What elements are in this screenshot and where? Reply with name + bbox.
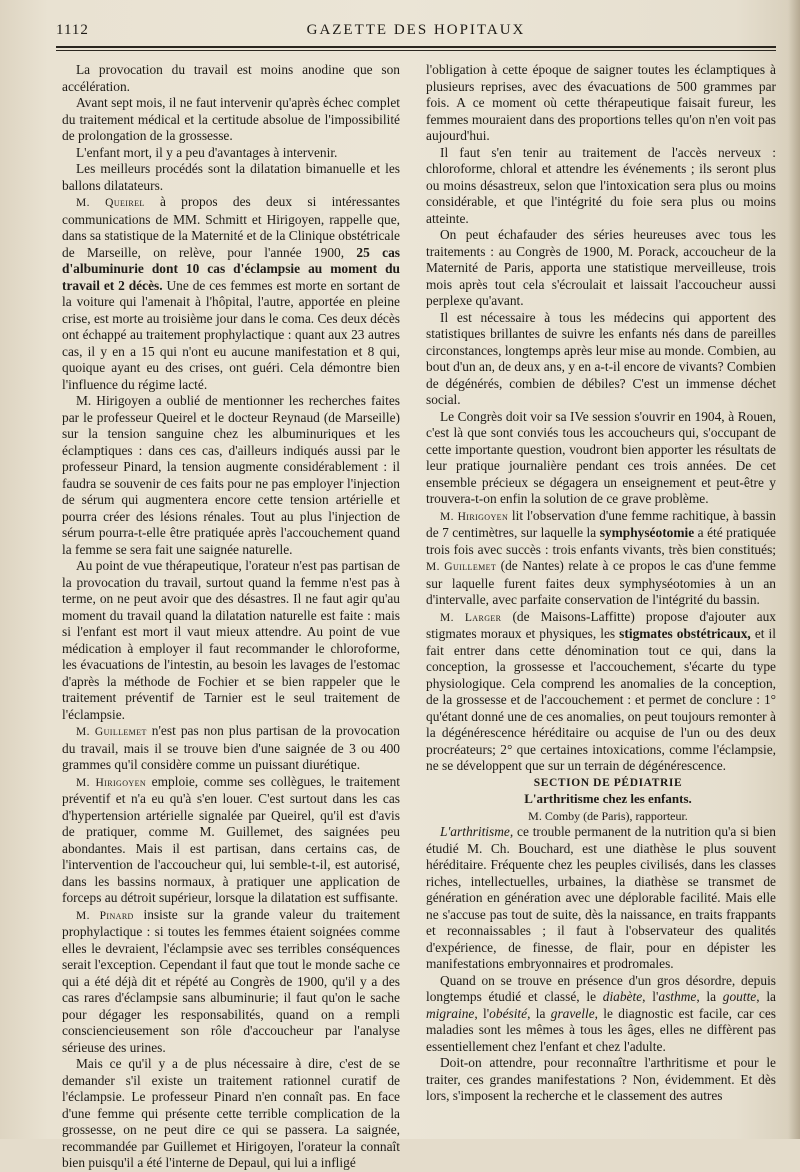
- section-rapporteur: M. Comby (de Paris), rapporteur.: [528, 808, 688, 823]
- bold-term: stigmates obstétricaux,: [619, 626, 751, 641]
- section-title: SECTION DE PÉDIATRIE: [533, 776, 683, 789]
- paragraph: Il est nécessaire à tous les médecins qui apportent des statistiques brillantes de suivre les enfants nés dans de pareilles circonstances, longtemps après leur mise au monde. Combien, au bout d'un an, de deux ans, y en a-t-il encore de vivants? Combien de dégénérés, combien de débiles? C'est un immense déchet social.: [426, 309, 776, 407]
- bold-statistic: 25 cas d'albuminurie dont 10 cas d'éclampsie au moment du travail et 2 décès.: [62, 244, 400, 293]
- italic-term: asthme: [658, 989, 697, 1004]
- page-header: [56, 22, 776, 42]
- speaker-name: M. Hirigoyen: [440, 510, 509, 523]
- bold-term: symphyséotomie: [599, 525, 695, 540]
- italic-term: obésité: [489, 1005, 528, 1021]
- paragraph: M. Queirel à propos des deux si intéressantes communications de MM. Schmitt et Hirigoyen, rappelle que, dans sa statistique de la Maternité et de la Clinique obstétricale de Marseille, on relève, pour l'année 1900, 25 cas d'albuminurie dont 10 cas d'éclampsie au moment du travail et 2 décès. Une de ces femmes est morte en sortant de la voiture qui l'amenait à l'hôpital, l'autre, apportée en pleine crise, est morte au troisième jour dans le coma. Ces deux décès ont échappé au traitement prophylactique : quant aux 23 autres cas, il y en a 15 qui n'ont eu aucune manifestation et 8 qui, quoique ayant eu des crises, ont guéri. Cela démontre bien l'influence du régime lacté.: [62, 194, 401, 392]
- paragraph: Il faut s'en tenir au traitement de l'accès nerveux : chloroforme, chloral et attendre les événements ; ils seront plus ou moins désastreux, selon que l'intoxication sera plus ou moins considérable, et que l'intégrité du foie sera plus ou moins atteinte.: [426, 144, 776, 226]
- paragraph: M. Pinard insiste sur la grande valeur du traitement prophylactique : si toutes les femmes étaient soignées comme elles le devraient, l'éclampsie avec ses terribles conséquences serait l'exception. Cependant il faut que tout le monde sache ce qui a été déjà dit et répété au Congrès de 1900, qu'il y a des cas rares d'éclampsie sans albuminurie; il faut qu'on le sache pour dégager les responsabilités, quand on a rempli consciencieusement son rôle d'accoucheur par l'analyse sérieuse des urines.: [62, 906, 400, 1055]
- paragraph: Avant sept mois, il ne faut intervenir qu'après échec complet du traitement médical et la certitude absolue de l'impossibilité de prolongation de la grossesse.: [62, 95, 400, 143]
- section-subtitle: L'arthritisme chez les enfants.: [524, 791, 692, 806]
- italic-term: diabète: [602, 989, 643, 1004]
- paragraph: Les meilleurs procédés sont la dilatation bimanuelle et les ballons dilatateurs.: [62, 161, 400, 193]
- running-title: GAZETTE DES HOPITAUX: [306, 22, 526, 38]
- paragraph: M. Guillemet n'est pas non plus partisan de la provocation du travail, mais il se trouve bien d'une saignée de 3 ou 400 grammes qu'il considère comme un puissant diurétique.: [62, 723, 400, 772]
- paragraph: M. Hirigoyen emploie, comme ses collègues, le traitement préventif et n'a eu qu'à s'en louer. C'est surtout dans les cas d'hypertension artérielle signalée par Queirel, qu'il est d'avis de pratiquer, comme M. Guillemet, des saignées peu abondantes. Mais il est partisan, dans certains cas, de l'intervention de l'accoucheur qui, lui semble-t-il, est autorisé, dans les bassins normaux, à pratiquer une application de forceps au détroit supérieur, lorsque la dilatation est suffisante.: [62, 773, 400, 905]
- italic-term: gravelle: [550, 1005, 595, 1021]
- header-rule-thick: [56, 46, 776, 48]
- page-number: 1112: [56, 22, 89, 38]
- left-column: [62, 62, 400, 1172]
- paragraph: Au point de vue thérapeutique, l'orateur n'est pas partisan de la provocation du travail, surtout quand la femme n'est pas à terme, on ne peut avoir que des désastres. Il ne faut agir qu'au moment du travail quand la dilatation naturelle est faite : mais si l'enfant est mort il vaut mieux attendre. Au point de vue médication à employer il faut recommander le chloroforme, les évacuations de l'intestin, au besoin les lavages de l'estomac d'après la méthode de Fochier et se bien rappeler que le traitement préventif de Tarnier est le seul traitement de l'éclampsie.: [62, 558, 400, 722]
- binding-shadow: [788, 0, 800, 1139]
- speaker-name: M. Hirigoyen: [76, 776, 147, 789]
- header-rule-thin: [56, 50, 776, 51]
- italic-term: goutte: [722, 989, 757, 1004]
- right-column: [426, 62, 776, 1105]
- italic-term: migraine: [426, 1005, 475, 1021]
- speaker-name: M. Queirel: [76, 197, 145, 209]
- paragraph: L'arthritisme, ce trouble permanent de la nutrition qu'a si bien étudié M. Ch. Bouchard, est une diathèse le plus souvent héréditaire. Fréquente chez les peuples civilisés, dans les classes riches, intellectuelles, urbaines, la diathèse se transmet de génération en génération avec une déplorable facilité. Mais elle ne s'accuse pas tout de suite, dès la naissance, en traits frappants et reconnaissables ; il faut à l'observateur des qualités d'expérience, de finesse, de flair, pour en dépister les manifestations embryonnaires et prodromales.: [426, 824, 776, 971]
- paragraph: On peut échafauder des séries heureuses avec tous les traitements : au Congrès de 1900, M. Porack, accoucheur de la Maternité de Paris, apporta une statistique merveilleuse, trois mois après tout cela s'écroulait et laissait l'accoucheur aussi perplexe qu'avant.: [426, 227, 776, 308]
- speaker-name: M. Larger: [440, 611, 502, 624]
- paragraph: l'obligation à cette époque de saigner toutes les éclamptiques à plusieurs reprises, avec des évacuations de 500 grammes par fois. A ce moment où cette thérapeutique faisait fureur, les femmes mouraient dans des proportions telles qu'on n'en voit pas aujourd'hui.: [426, 62, 776, 143]
- paragraph: La provocation du travail est moins anodine que son accélération.: [62, 62, 400, 94]
- paragraph: Mais ce qu'il y a de plus nécessaire à dire, c'est de se demander s'il existe un traitement rationnel curatif de l'éclampsie. Le professeur Pinard n'en connaît pas. En face d'une femme qui présente cette terrible complication de la grossesse, on ne peut dire ce qui se passera. La saignée, recommandée par Guillemet et Hirigoyen, l'orateur la connaît bien puisqu'il a été l'interne de Depaul, qui lui a infligé: [62, 1056, 400, 1170]
- italic-term: L'arthritisme,: [440, 824, 514, 839]
- paragraph: Le Congrès doit voir sa IVe session s'ouvrir en 1904, à Rouen, c'est là que sont conviés tous les accoucheurs qui, s'occupant de cette importante question, voudront bien apporter les résultats de leur pratique journalière pendant ces trois années. De cet ensemble précieux se dégagera un enseignement et peut-être y trouvera-t-on enfin la solution de ce grave problème.: [426, 408, 776, 506]
- speaker-name: M. Guillemet: [426, 561, 497, 573]
- speaker-name: M. Pinard: [76, 909, 134, 922]
- paragraph: M. Larger (de Maisons-Laffitte) propose d'ajouter aux stigmates moraux et physiques, les stigmates obstétricaux, et il fait entrer dans cette dénomination tout ce qui, dans la conception, la grossesse et l'accouchement, s'écarte du type physiologique. Cela comprend les anomalies de la conception, de la grossesse et de l'accouchement : et permet de conclure : 1° qu'étant donné une de ces anomalies, on peut toujours remonter à la dégénérescence héréditaire ou acquise de l'un ou des deux procréateurs; 2° que certaines intoxications, comme l'éclampsie, ne se développent que sur un terrain de dégénérescence.: [426, 608, 776, 773]
- paragraph: Quand on se trouve en présence d'un gros désordre, depuis longtemps étudié et classé, le diabète, l'asthme, la goutte, la migraine, l'obésité, la gravelle, le diagnostic est facile, car ces maladies sont les mêmes à tous les âges, elles ne diffèrent pas essentiellement chez l'enfant et chez l'adulte.: [426, 972, 776, 1054]
- paragraph: L'enfant mort, il y a peu d'avantages à intervenir.: [76, 144, 338, 160]
- paragraph: M. Hirigoyen a oublié de mentionner les recherches faites par le professeur Queirel et le docteur Reynaud (de Marseille) sur la tension sanguine chez les albuminuriques et les éclamptiques : dans ces cas, d'ailleurs indiqués aussi par le professeur Pinard, la tension augmente considérablement : il faudra se souvenir de ces faits pour ne pas employer l'injection de sérum qui augmentera encore cette tension artérielle et pourra créer des lésions rénales. Tout au plus l'injection de sérum pourra-t-elle être pratiquée après l'accouchement quand la femme se sera fait une saignée naturelle.: [62, 393, 400, 557]
- paragraph: M. Hirigoyen lit l'observation d'une femme rachitique, à bassin de 7 centimètres, sur laquelle la symphyséotomie a été pratiquée trois fois avec succès : trois enfants vivants, très bien constitués; M. Guillemet (de Nantes) relate à ce propos le cas d'une femme sur laquelle furent faites deux symphyséotomies à un an d'intervalle, avec parfaite conservation de l'intégrité du bassin.: [426, 507, 776, 607]
- speaker-name: M. Guillemet: [76, 726, 147, 738]
- paragraph: Doit-on attendre, pour reconnaître l'arthritisme et pour le traiter, ces grandes manifestations ? Non, évidemment. Et dès lors, s'imposent la recherche et le classement des autres: [426, 1055, 776, 1103]
